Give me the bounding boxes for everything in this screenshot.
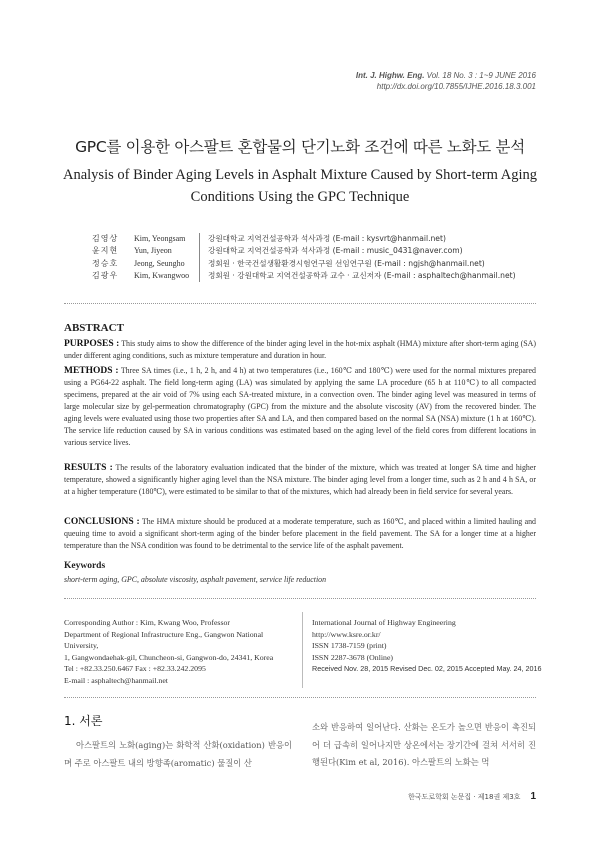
abstract-results [64,462,536,498]
author-name-en: Yun, Jiyeon [134,246,172,256]
author-affiliation: 정회원 · 강원대학교 지역건설공학과 교수 · 교신저자 (E-mail : asphaltech@hanmail.net) [208,270,516,280]
separator-dotted [64,303,536,304]
author-list [92,233,516,282]
column-divider [302,612,303,688]
body-text-left: 아스팔트의 노화(aging)는 화학적 산화(oxidation) 반응이며 주로 아스팔트 내의 방향족(aromatic) 물질이 산 [64,740,292,768]
journal-url[interactable]: http://www.ksre.or.kr/ [312,629,381,639]
author-row [92,233,516,245]
corresponding-author-block [64,617,296,687]
corresponding-email[interactable]: E-mail : asphaltech@hanmail.net [64,675,168,685]
abstract-methods [64,365,536,449]
footer-label: 한국도로학회 논문집 · 제18권 제3호 [408,793,521,801]
doi-link[interactable]: http://dx.doi.org/10.7855/IJHE.2016.18.3.001 [376,82,536,91]
methods-text: Three SA times (i.e., 1 h, 2 h, and 4 h) at two temperatures (i.e., 160℃ and 180℃) were used for the normal mixtures prepared using a PG64-22 asphalt. The field long-term aging (LA) was simulated by applying the same LA procedure (65 h at 110℃) to all compacted specimens, prepared at the air void of 7% using each SA-treated mixture, in a convection oven. The binder aging level was measured in terms of large molecular size by gel-permeation chromatography (GPC) from the mixture and the absolute viscosity (AV) from the recovered binder. The aging levels were evaluated using those two properties after SA and LA, and then compared based on the normal SA (NSA) mixture (1 h at 160℃). The service life reduction caused by SA in various conditions was estimated based on the aging level of the field cores from different locations in various service lives. [64,366,536,447]
separator-dotted [64,697,536,698]
author-name-ko: 김광우 [92,270,119,280]
journal-abbrev: Int. J. Highw. Eng. [355,71,425,80]
body-text-right: 소와 반응하여 일어난다. 산화는 온도가 높으면 반응이 촉진되어 더 급속히 일어나지만 상온에서는 장기간에 걸쳐 서서히 진행된다(Kim et al, 2016). 아스팔트의 노화는 먹 [312,722,536,767]
title-english-line2: Conditions Using the GPC Technique [190,189,410,205]
results-text: The results of the laboratory evaluation indicated that the binder of the mixture, which was treated at longer SA time and higher temperature, showed a significantly higher aging level than the NSA mixture. The binder aging level from a longer time, such as 2 h and 4 h SA, or at a higher temperature (180℃), were estimated to be similar to that of the mixtures, which had already been in field service for several years. [64,463,536,496]
section-title: 1. 서론 [64,714,103,728]
page-number: 1 [530,791,536,802]
methods-label: METHODS : [64,366,119,376]
keywords-heading: Keywords [64,561,106,571]
title-english [0,164,600,208]
title-korean: GPC를 이용한 아스팔트 혼합물의 단기노화 조건에 따른 노화도 분석 [75,138,525,156]
results-label: RESULTS : [64,463,113,473]
author-name-ko: 윤지현 [92,246,119,256]
author-row [92,258,516,270]
author-name-ko: 정승호 [92,258,119,268]
purposes-label: PURPOSES : [64,339,120,349]
journal-volume: Vol. 18 No. 3 : 1~9 JUNE 2016 [424,71,536,80]
keywords-text: short-term aging, GPC, absolute viscosity, asphalt pavement, service life reduction [64,575,327,584]
author-name-en: Kim, Yeongsam [134,234,186,243]
divider [199,270,200,282]
abstract-conclusions [64,516,536,552]
author-name-en: Kim, Kwangwoo [134,270,190,280]
divider [199,233,200,245]
corresponding-line: Corresponding Author : Kim, Kwang Woo, Professor [64,618,230,627]
title-english-line1: Analysis of Binder Aging Levels in Asphalt Mixture Caused by Short-term Aging [62,167,538,183]
corresponding-line: 1, Gangwondaehak-gil, Chuncheon-si, Gangwon-do, 24341, Korea [64,652,274,662]
author-row [92,270,516,282]
divider [199,258,200,270]
corresponding-line: Tel : +82.33.250.6467 Fax : +82.33.242.2095 [64,664,206,674]
journal-info-line: ISSN 2287-3678 (Online) [312,652,393,662]
journal-info-line: ISSN 1738-7159 (print) [312,641,387,651]
conclusions-label: CONCLUSIONS : [64,517,140,527]
author-row [92,245,516,257]
abstract-heading: ABSTRACT [64,322,124,334]
journal-info-block [312,617,542,675]
corresponding-line: Department of Regional Infrastructure Eng., Gangwon National University, [64,629,264,651]
separator-dotted [64,598,536,599]
page-footer [408,791,536,802]
abstract-purposes [64,338,536,362]
divider [199,245,200,257]
author-affiliation: 강원대학교 지역건설공학과 석사과정 (E-mail : music_0431@naver.com) [208,246,463,256]
author-name-en: Jeong, Seungho [134,258,185,268]
purposes-text: This study aims to show the difference of the binder aging level in the hot-mix asphalt (HMA) mixture after short-term aging (SA) under different aging conditions, such as mixture temperature and duration in hour. [64,339,536,360]
review-dates: Received Nov. 28, 2015 Revised Dec. 02, 2015 Accepted May. 24, 2016 [312,664,542,674]
conclusions-text: The HMA mixture should be produced at a moderate temperature, such as 160℃, and placed within a limited hauling and queuing time to avoid a significant short-term aging of the binder before placement in the field pavement. The SA for a longer time at a higher temperature than the NSA condition was found to be detrimental to the service life of the asphalt pavement. [64,517,536,550]
journal-citation [356,70,536,81]
author-affiliation: 강원대학교 지역건설공학과 석사과정 (E-mail : kysvrt@hanmail.net) [208,234,446,243]
author-name-ko: 김영상 [92,234,119,243]
journal-info-line: International Journal of Highway Engineering [312,618,456,627]
author-affiliation: 정회원 · 한국건설생활환경시험연구원 선임연구원 (E-mail : ngjsh@hanmail.net) [208,258,485,268]
